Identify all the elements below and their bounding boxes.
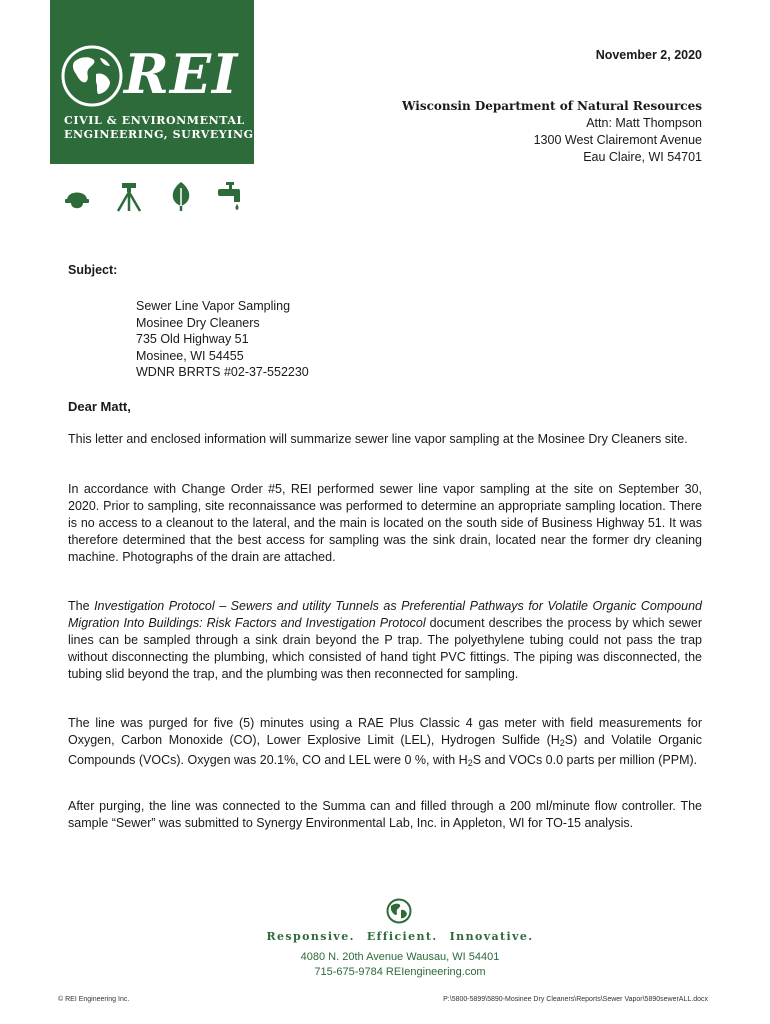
globe-icon xyxy=(60,44,124,108)
leaf-icon xyxy=(166,180,196,212)
tagline-line-2: ENGINEERING, SURVEYING xyxy=(64,128,254,141)
hardhat-icon xyxy=(62,180,92,212)
paragraph-intro: This letter and enclosed information will summarize sewer line vapor sampling at the Mosinee Dry Cleaners site. xyxy=(68,432,688,446)
footer-globe-icon xyxy=(386,898,412,924)
subject-line: Mosinee, WI 54455 xyxy=(136,348,244,363)
survey-tripod-icon xyxy=(114,180,144,212)
letterhead-logo xyxy=(50,0,254,164)
footer-slogan xyxy=(0,930,770,943)
purge-text-a: The line was purged for five (5) minutes using a RAE Plus Classic 4 gas meter with field measurements for Oxygen, Carbon Monoxide (CO), Lower Explosive Limit (LEL), Hydrogen Sulfide (H xyxy=(68,716,702,747)
slogan-word: Efficient. xyxy=(366,930,438,943)
subject-line: 735 Old Highway 51 xyxy=(136,332,249,346)
subject-lines xyxy=(136,298,309,381)
footer-address xyxy=(0,950,770,980)
footer-file-path: P:\5800-5899\5890-Mosinee Dry Cleaners\Reports\Sewer Vapor\5890sewerALL.docx xyxy=(443,996,708,1003)
protocol-document-title: Investigation Protocol – Sewers and utility Tunnels as Preferential Pathways for Volatile Organic Compound Migration Into Buildings: Risk Factors and Investigation Protocol xyxy=(68,599,702,630)
subject-line: Sewer Line Vapor Sampling xyxy=(136,299,291,313)
footer-copyright: © REI Engineering Inc. xyxy=(58,996,130,1003)
slogan-word: Responsive. xyxy=(266,930,355,943)
paragraph-change-order: In accordance with Change Order #5, REI performed sewer line vapor sampling at the site on September 30, 2020. Prior to sampling, site reconnaissance was performed to determine an appropriate sampling location. There is no access to a cleanout to the lateral, and the main is located on the south side of Business Highway 51. It was therefore determined that the best access for sampling was the sink drain, located near the former dry cleaning machine. Photographs of the drain are attached. xyxy=(68,482,702,564)
slogan-word: Innovative. xyxy=(449,930,534,943)
paragraph-summa: After purging, the line was connected to the Summa can and filled through a 200 ml/minute flow controller. The sample “Sewer” was submitted to Synergy Environmental Lab, Inc. in Appleton, WI for TO-15 analysis. xyxy=(68,799,702,830)
salutation: Dear Matt, xyxy=(68,399,131,414)
subscript-2: 2 xyxy=(467,758,473,768)
recipient-city: Eau Claire, WI 54701 xyxy=(583,150,702,164)
footer-contact: 715-675-9784 REIengineering.com xyxy=(314,966,486,978)
paragraph-purge xyxy=(68,715,702,772)
recipient-street: 1300 West Clairemont Avenue xyxy=(533,133,702,147)
service-icons xyxy=(62,180,252,214)
subject-line: Mosinee Dry Cleaners xyxy=(136,315,260,330)
subject-label: Subject: xyxy=(68,263,118,277)
purge-text-b: S) and Volatile Organic Compounds (VOCs). Oxygen was 20.1%, CO and LEL were 0 %, with H xyxy=(68,733,702,767)
footer-street: 4080 N. 20th Avenue Wausau, WI 54401 xyxy=(300,951,500,963)
recipient-organization: Wisconsin Department of Natural Resources xyxy=(402,99,702,113)
paragraph-protocol xyxy=(68,598,702,683)
brand-tagline xyxy=(64,114,254,142)
letter-date: November 2, 2020 xyxy=(595,48,702,62)
protocol-post: document describes the process by which sewer lines can be sampled through a sink drain beyond the P trap. The polyethylene tubing could not pass the trap without disconnecting the plumbing, which consisted of hand tight PVC fittings. The piping was disconnected, the tubing slid beyond the trap, and the plumbing was then reconnected for sampling. xyxy=(68,616,702,681)
brand-name: REI xyxy=(124,42,239,106)
subscript-2: 2 xyxy=(559,738,565,748)
subject-line: WDNR BRRTS #02-37-552230 xyxy=(136,365,309,379)
recipient-address xyxy=(402,98,702,166)
recipient-attn: Attn: Matt Thompson xyxy=(586,116,702,130)
water-faucet-icon xyxy=(216,180,246,212)
protocol-pre: The xyxy=(68,599,95,613)
tagline-line-1: CIVIL & ENVIRONMENTAL xyxy=(64,114,245,127)
purge-text-c: S and VOCs 0.0 parts per million (PPM). xyxy=(472,753,698,767)
